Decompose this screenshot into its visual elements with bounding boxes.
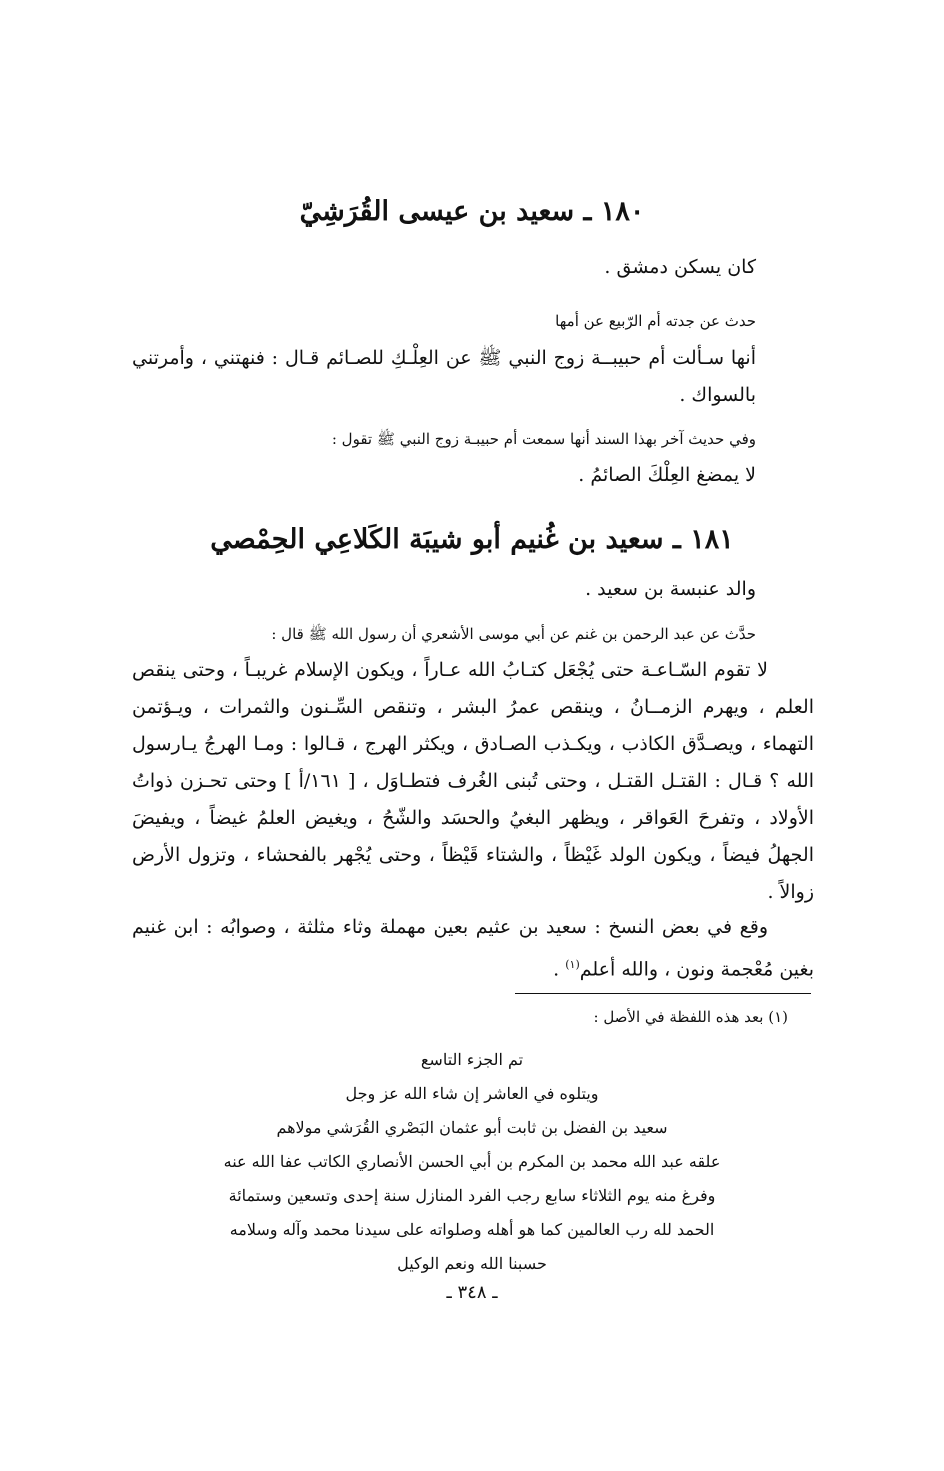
colophon xyxy=(130,1043,814,1281)
entry-180-isnad: حدث عن جدته أم الرّبيع عن أمها xyxy=(555,312,756,330)
entry-181-note-end: . xyxy=(553,958,566,981)
entry-180-text: أنها سـألت أم حبيبــة زوج النبي ﷺ عن العِلْـكِ للصـائم قـال : فنهتني ، وأمرتني بالسواك . xyxy=(132,347,756,406)
colophon-line: الحمد لله رب العالمين كما هو أهله وصلواته على سيدنا محمد وآله وسلامه xyxy=(229,1220,715,1239)
entry-180-text-2: لا يمضغ العِلْكَ الصائمُ . xyxy=(578,464,756,486)
colophon-line: تم الجزء التاسع xyxy=(420,1050,524,1069)
colophon-line: علقه عبد الله محمد بن المكرم بن أبي الحسن الأنصاري الكاتب عفا الله عنه xyxy=(223,1152,721,1171)
page-number: ـ ٣٤٨ ـ xyxy=(446,1282,498,1303)
entry-181-hadith: لا تقوم السّـاعـة حتى يُجْعَل كتـابُ الله عـاراً ، ويكون الإسلام غريبـاً ، وحتى ينقص العلم ، ويهرم الزمــانُ ، وينقص عمرُ البشر ، وتنقص السِّـنون والثمرات ، ويـؤتمن التهماء ، ويصـدَّق الكاذب ، ويكـذب الصـادق ، ويكثر الهرج ، قـالوا : ومـا الهرجُ يـارسول الله ؟ قـال : القتـل القتـل ، وحتى تُبنى الغُرف فتطـاوَل ، [ ١٦١/أ ] وحتى تحـزن ذواتُ الأولاد ، وتفرحَ العَواقر ، ويظهر البغيُ والحسَد والشّحُ ، ويغيض العلمُ غيضاً ، ويفيضَ الجهلُ فيضاً ، ويكون الولد غَيْظاً ، والشتاء قَيْظاً ، وحتى يُجْهر بالفحشاء ، وتزول الأرض زوالاً . xyxy=(132,659,814,903)
footnote: (١) بعد هذه اللفظة في الأصل : xyxy=(593,1008,788,1026)
colophon-line: وفرغ منه يوم الثلاثاء سابع رجب الفرد المنازل سنة إحدى وتسعين وستمائة xyxy=(228,1186,716,1205)
entry-180-intro: كان يسكن دمشق . xyxy=(604,256,756,278)
colophon-line: ويتلوه في العاشر إن شاء الله عز وجل xyxy=(345,1084,599,1103)
entry-180-title: ١٨٠ ـ سعيد بن عيسى القُرَشِيّ xyxy=(299,196,645,227)
entry-181-intro: والد عنبسة بن سعيد . xyxy=(585,578,756,600)
footnote-divider xyxy=(515,993,811,994)
entry-181-note xyxy=(132,909,814,988)
entry-181-isnad: حدَّث عن عبد الرحمن بن غنم عن أبي موسى الأشعري أن رسول الله ﷺ قال : xyxy=(271,625,756,643)
entry-181-note-text: وقع في بعض النسخ : سعيد بن عثيم بعين مهملة وثاء مثلثة ، وصوابُه : ابن غنيم بغين مُعْجمة ونون ، والله أعلم xyxy=(132,916,814,981)
footnote-reference: (١) xyxy=(565,958,580,971)
entry-181-title: ١٨١ ـ سعيد بن غُنيم أبو شيبَة الكَلاعِي الحِمْصي xyxy=(210,524,734,555)
colophon-line: سعيد بن الفضل بن ثابت أبو عثمان البَصْري القُرَشي مولاهم xyxy=(276,1118,668,1137)
entry-180-isnad-2: وفي حديث آخر بهذا السند أنها سمعت أم حبيبـة زوج النبي ﷺ تقول : xyxy=(331,430,756,448)
colophon-line: حسبنا الله ونعم الوكيل xyxy=(397,1254,547,1273)
